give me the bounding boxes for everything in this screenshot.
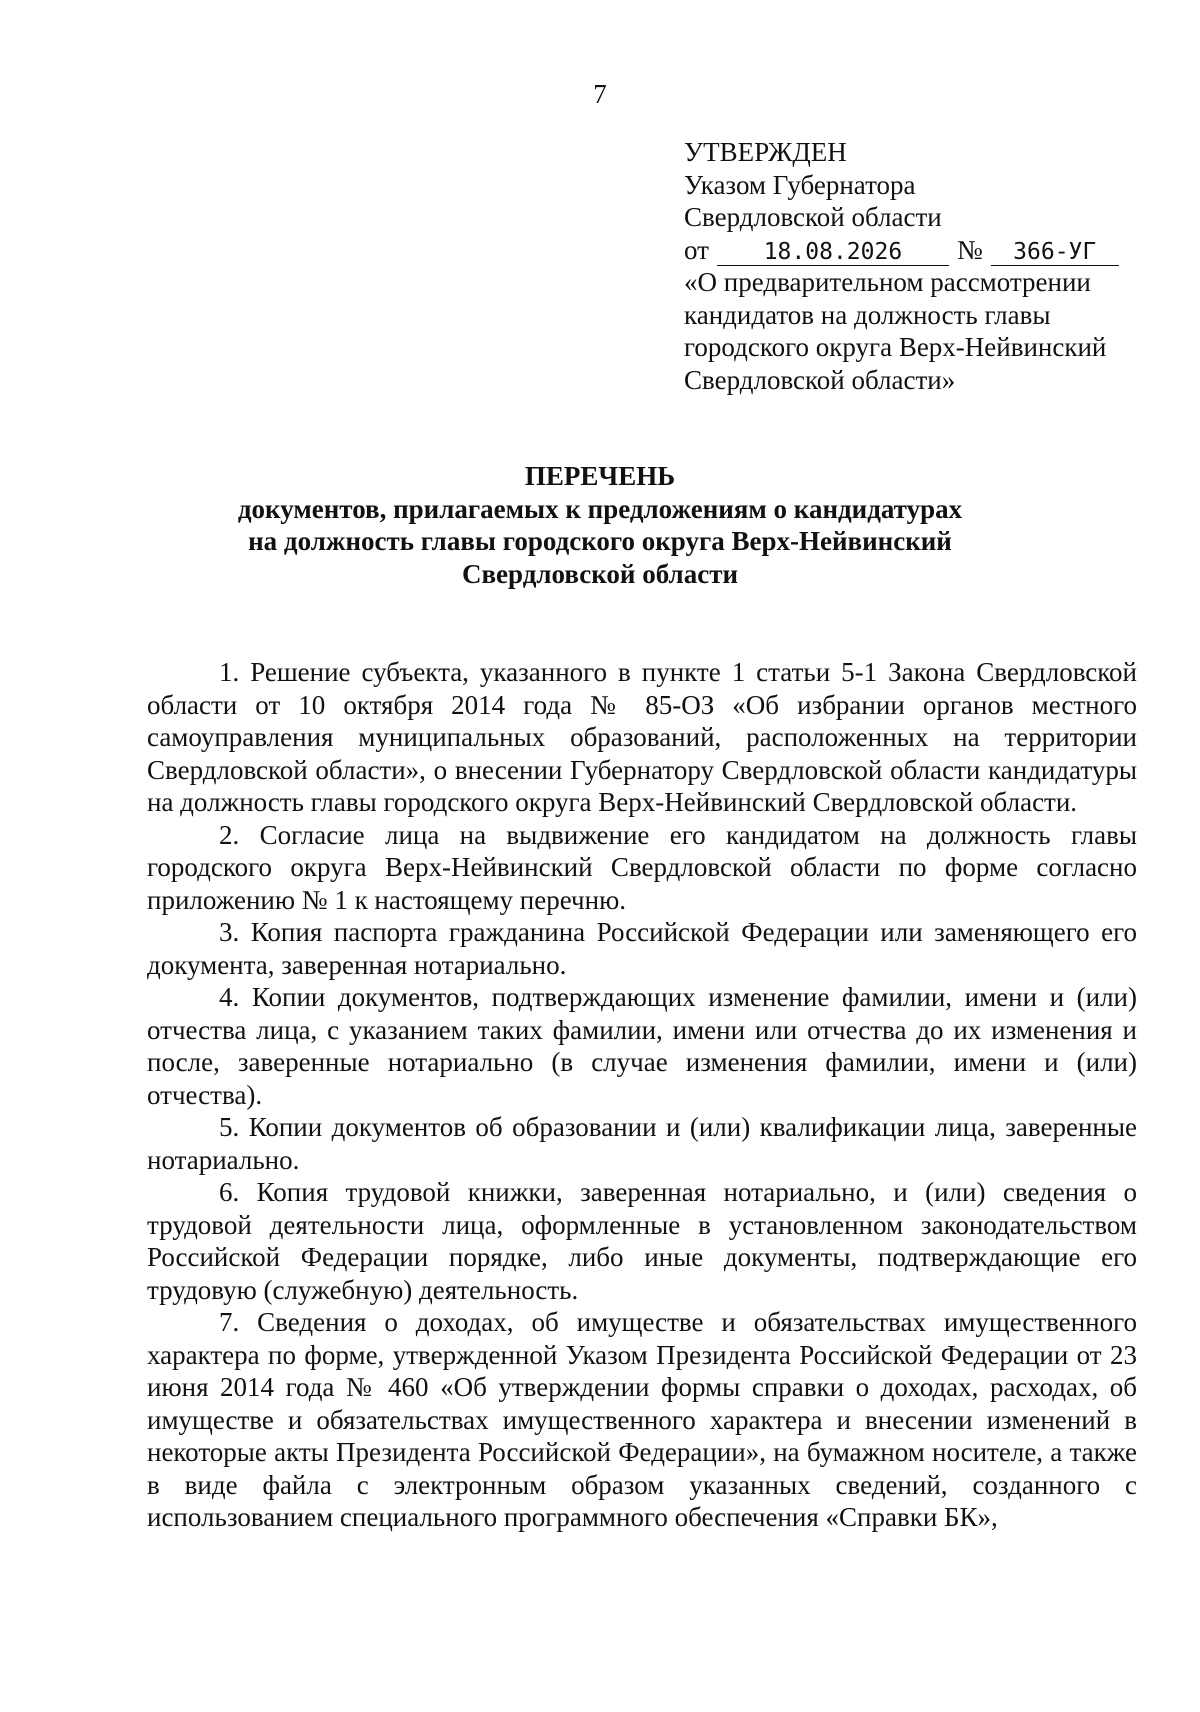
list-item: 3. Копия паспорта гражданина Российской Федерации или заменяющего его документа, заверенная нотариально. (147, 917, 1137, 980)
number-label: № (956, 234, 983, 265)
approval-stamp (684, 136, 1164, 396)
list-item: 7. Сведения о доходах, об имуществе и обязательствах имущественного характера по форме, утвержденной Указом Президента Российской Федерации от 23 июня 2014 года № 460 «Об утверждении формы справки о доходах, расходах, об имуществе и обязательствах имущественного характера и внесении изменений в некоторые акты Президента Российской Федерации», на бумажном носителе, а также в виде файла с электронным образом указанных сведений, созданного с использованием специального программного обеспечения «Справки БК», (147, 1307, 1137, 1532)
decree-title-line: городского округа Верх-Нейвинский (684, 332, 1107, 362)
decree-number: 366-УГ (991, 239, 1119, 266)
approval-date-row (684, 234, 1164, 267)
heading-title: ПЕРЕЧЕНЬ (524, 461, 676, 491)
decree-title-line: «О предварительном рассмотрении (684, 267, 1091, 297)
page-number: 7 (593, 79, 607, 109)
decree-title-line: Свердловской области» (684, 364, 956, 395)
list-item: 6. Копия трудовой книжки, заверенная нотариально, и (или) сведения о трудовой деятельности лица, оформленные в установленном законодательством Российской Федерации порядке, либо иные документы, подтверждающие его трудовую (служебную) деятельность. (147, 1177, 1137, 1305)
date-label: от (684, 234, 709, 265)
heading-subtitle-line: на должность главы городского округа Верх-Нейвинский (248, 526, 952, 556)
list-item: 2. Согласие лица на выдвижение его кандидатом на должность главы городского округа Верх-Нейвинский Свердловской области по форме согласно приложению № 1 к настоящему перечню. (147, 819, 1137, 915)
approval-title: УТВЕРЖДЕН (684, 137, 847, 167)
decree-title-line: кандидатов на должность главы (684, 299, 1051, 330)
list-item: 4. Копии документов, подтверждающих изменение фамилии, имени и (или) отчества лица, с указанием таких фамилии, имени или отчества до их изменения и после, заверенные нотариально (в случае изменения фамилии, имени и (или) отчества). (147, 982, 1137, 1110)
approval-issuer: Указом Губернатора (684, 169, 916, 200)
heading-subtitle-line: Свердловской области (461, 558, 739, 589)
list-item: 1. Решение субъекта, указанного в пункте 1 статьи 5-1 Закона Свердловской области от 10 октября 2014 года № 85-ОЗ «Об избрании органов местного самоуправления муниципальных образований, расположенных на территории Свердловской области», о внесении Губернатору Свердловской области кандидатуры на должность главы городского округа Верх-Нейвинский Свердловской области. (147, 657, 1137, 817)
list-item: 5. Копии документов об образовании и (или) квалификации лица, заверенные нотариально. (147, 1112, 1137, 1175)
heading-subtitle-line: документов, прилагаемых к предложениям о кандидатурах (237, 493, 963, 524)
approval-region: Свердловской области (684, 202, 942, 232)
document-heading (0, 460, 1200, 590)
decree-date: 18.08.2026 (717, 239, 949, 266)
document-list (147, 656, 1137, 1534)
